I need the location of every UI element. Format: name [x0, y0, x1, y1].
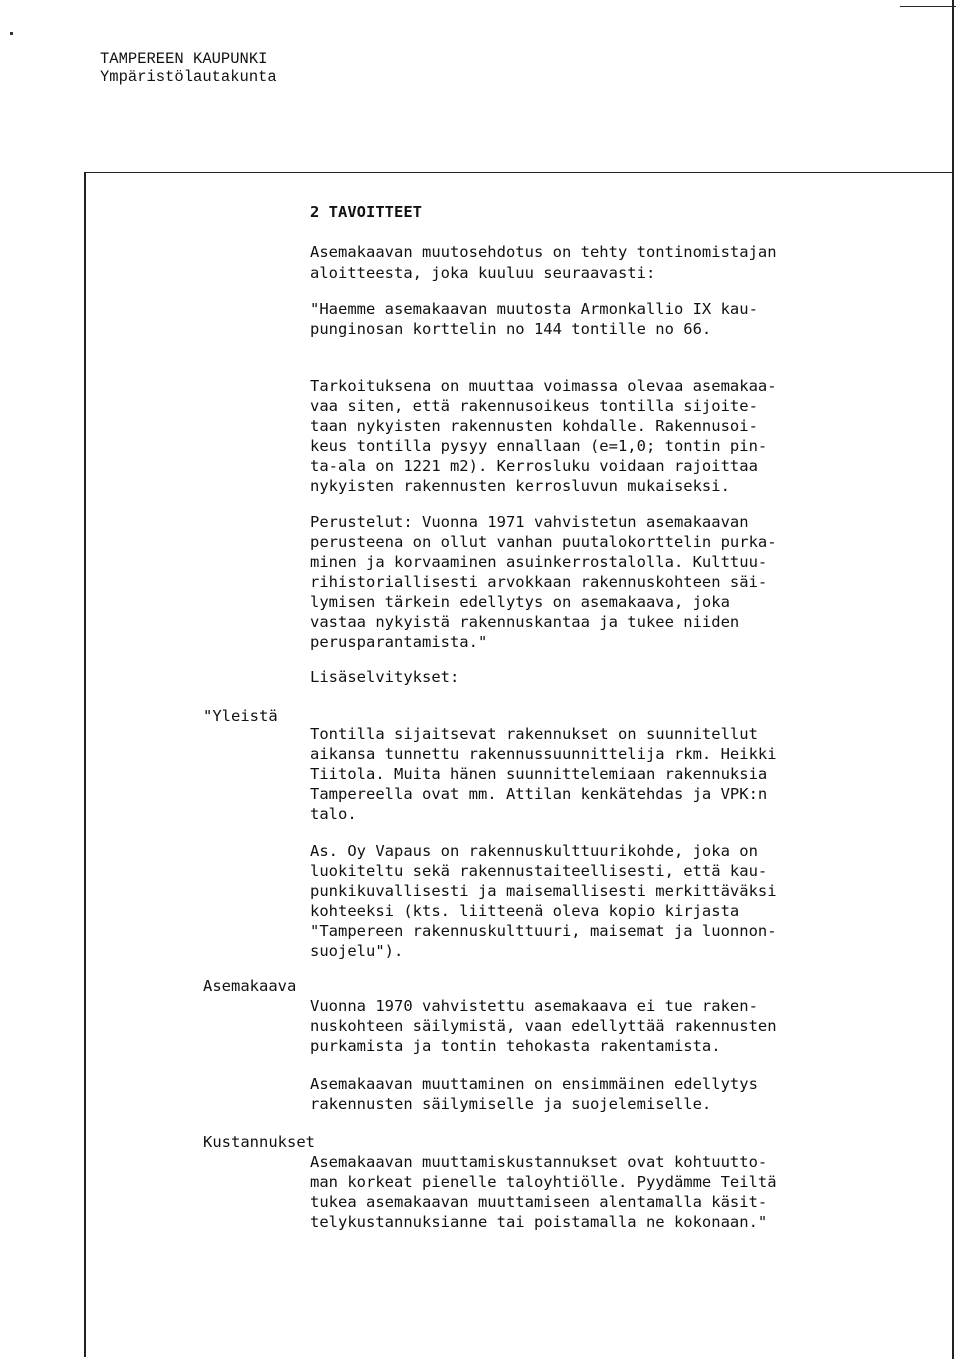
text-line: tukea asemakaavan muuttamiseen alentamalla käsit-: [310, 1193, 768, 1211]
text-line: keus tontilla pysyy ennallaan (e=1,0; tontin pin-: [310, 437, 768, 455]
left-border-line: [84, 172, 86, 1357]
top-edge-line: [900, 6, 956, 7]
side-label-kustannukset: Kustannukset: [203, 1133, 315, 1151]
right-edge-line: [952, 0, 954, 1359]
text-line: aloitteesta, joka kuuluu seuraavasti:: [310, 264, 656, 282]
text-line: lymisen tärkein edellytys on asemakaava, joka: [310, 593, 730, 611]
text-line: Tiitola. Muita hänen suunnittelemiaan rakennuksia: [310, 765, 768, 783]
text-line: Perustelut: Vuonna 1971 vahvistetun asemakaavan: [310, 513, 749, 531]
text-line: minen ja korvaaminen asuinkerrostalolla. Kulttuu-: [310, 553, 768, 571]
text-line: talo.: [310, 805, 357, 823]
text-line: "Tampereen rakennuskulttuuri, maisemat ja luonnon-: [310, 922, 777, 940]
text-line: vastaa nykyistä rakennuskantaa ja tukee niiden: [310, 613, 740, 631]
text-line: aikansa tunnettu rakennussuunnittelija rkm. Heikki: [310, 745, 777, 763]
text-line: punginosan korttelin no 144 tontille no 66.: [310, 320, 712, 338]
text-line: Tampereella ovat mm. Attilan kenkätehdas ja VPK:n: [310, 785, 768, 803]
text-line: Vuonna 1970 vahvistettu asemakaava ei tue raken-: [310, 997, 758, 1015]
section-title: 2 TAVOITTEET: [310, 203, 422, 221]
text-line: suojelu").: [310, 942, 404, 960]
text-line: As. Oy Vapaus on rakennuskulttuurikohde, joka on: [310, 842, 758, 860]
organization-name: TAMPEREEN KAUPUNKI: [100, 50, 268, 68]
text-line: vaa siten, että rakennusoikeus tontilla sijoite-: [310, 397, 758, 415]
text-line: nuskohteen säilymistä, vaan edellyttää rakennusten: [310, 1017, 777, 1035]
text-line: Asemakaavan muutosehdotus on tehty tontinomistajan: [310, 243, 777, 261]
text-line: ta-ala on 1221 m2). Kerrosluku voidaan rajoittaa: [310, 457, 758, 475]
text-line: luokiteltu sekä rakennustaiteellisesti, että kau-: [310, 862, 768, 880]
side-label-yleista: "Yleistä: [203, 707, 278, 725]
text-line: rihistoriallisesti arvokkaan rakennuskohteen säi-: [310, 573, 768, 591]
text-line: man korkeat pienelle taloyhtiölle. Pyydämme Teiltä: [310, 1173, 777, 1191]
text-line: telykustannuksianne tai poistamalla ne kokonaan.": [310, 1213, 768, 1231]
top-border-line: [84, 172, 954, 173]
text-line: taan nykyisten rakennusten kohdalle. Rakennusoi-: [310, 417, 758, 435]
text-line: perusteena on ollut vanhan puutalokorttelin purka-: [310, 533, 777, 551]
text-line: purkamista ja tontin tehokasta rakentamista.: [310, 1037, 721, 1055]
text-line: punkikuvallisesti ja maisemallisesti merkittäväksi: [310, 882, 777, 900]
text-line: rakennusten säilymiselle ja suojelemiselle.: [310, 1095, 712, 1113]
side-label-asemakaava: Asemakaava: [203, 977, 297, 995]
department-name: Ympäristölautakunta: [100, 68, 277, 86]
text-line: perusparantamista.": [310, 633, 488, 651]
text-line: Asemakaavan muuttamiskustannukset ovat kohtuutto-: [310, 1153, 768, 1171]
text-line: Tontilla sijaitsevat rakennukset on suunnitellut: [310, 725, 758, 743]
text-line: Asemakaavan muuttaminen on ensimmäinen edellytys: [310, 1075, 758, 1093]
scan-mark: [10, 32, 13, 35]
text-line: "Haemme asemakaavan muutosta Armonkallio IX kau-: [310, 300, 758, 318]
subheading-lisaselvitykset: Lisäselvitykset:: [310, 668, 460, 686]
text-line: kohteeksi (kts. liitteenä oleva kopio kirjasta: [310, 902, 740, 920]
text-line: Tarkoituksena on muuttaa voimassa olevaa asemakaa-: [310, 377, 777, 395]
text-line: nykyisten rakennusten kerrosluvun mukaiseksi.: [310, 477, 730, 495]
